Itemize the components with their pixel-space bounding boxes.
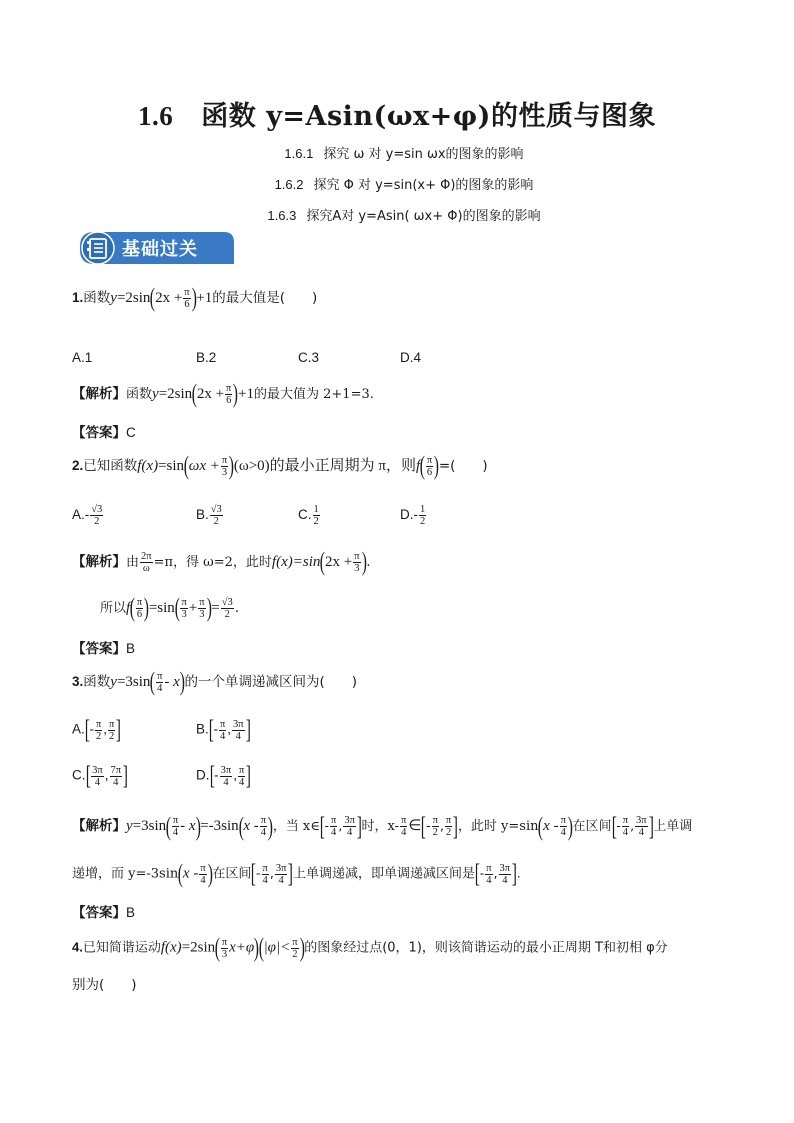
q2-analysis-line-2: 所以f( $\frac{\pi}{6}$ )=sin( $\frac{\pi}{3}$ + $\frac{\pi}{3}$ )= $\frac{√3}{2}$ .	[100, 593, 240, 622]
subtitle-3: 1.6.3 探究A对 y=Asin( ωx+ Φ)的图象的影响	[267, 208, 541, 224]
question-4-line-2: 别为( )	[72, 977, 137, 993]
q2-answer: 【答案】B	[72, 641, 136, 657]
page-title: 1.6 函数 y=Asin(ωx+φ)的性质与图象	[138, 101, 656, 132]
q1-option-c[interactable]: C.3	[298, 350, 320, 365]
subtitle-1: 1.6.1 探究 ω 对 y=sin ωx的图象的影响	[284, 146, 524, 162]
q1-option-a[interactable]: A.1	[72, 350, 93, 365]
q3-analysis-line-2: 递增，而 y=-3sin(x - $\frac{\pi}{4}$ )在区间[- $\frac{\pi}{4}$ , $\frac{3\pi}{4}$ ]上单调递减，即单调递减区间是[- $\frac{\pi}{4}$ , $\frac{3\pi}{4}$ ].	[72, 859, 521, 888]
q3-option-b[interactable]: B.[- $\frac{\pi}{4}$ , $\frac{3\pi}{4}$ ]	[196, 715, 251, 744]
q1-option-d[interactable]: D.4	[400, 350, 422, 365]
q3-answer: 【答案】B	[72, 905, 136, 921]
section-banner: 基础过关	[76, 228, 236, 266]
q2-option-c[interactable]: C. $\frac{1}{2}$	[298, 504, 319, 527]
q2-option-a[interactable]: A.- $\frac{√3}{2}$	[72, 504, 103, 527]
q1-option-b[interactable]: B.2	[196, 350, 217, 365]
question-3: 3.函数y=3sin( $\frac{\pi}{4}$ - x)的一个单调递减区间为( )	[72, 667, 358, 696]
subtitle-2: 1.6.2 探究 Φ 对 y=sin(x+ Φ)的图象的影响	[274, 177, 534, 193]
question-1: 1.函数y=2sin(2x + $\frac{\pi}{6}$ )+1的最大值是( )	[72, 283, 318, 312]
q3-option-c[interactable]: C.[ $\frac{3\pi}{4}$ , $\frac{7\pi}{4}$ ]	[72, 761, 128, 790]
q1-answer: 【答案】C	[72, 425, 136, 441]
question-4: 4.已知简谐运动f(x)=2sin( $\frac{\pi}{3}$ x+φ)(|φ|< $\frac{\pi}{2}$ )的图象经过点(0，1)，则该简谐运动的最小正周期 T和初相 φ分	[72, 933, 668, 962]
q3-option-d[interactable]: D.[- $\frac{3\pi}{4}$ , $\frac{\pi}{4}$ ]	[196, 761, 252, 790]
q1-analysis: 【解析】函数y=2sin(2x + $\frac{\pi}{6}$ )+1的最大值为 2+1=3.	[72, 379, 374, 408]
q2-option-d[interactable]: D.- $\frac{1}{2}$	[400, 504, 426, 527]
question-2: 2.已知函数f(x)=sin(ωx + $\frac{\pi}{3}$ )(ω>0)的最小正周期为 π，则f( $\frac{\pi}{6}$ )=( )	[72, 451, 488, 480]
q2-option-b[interactable]: B. $\frac{√3}{2}$	[196, 504, 222, 527]
q2-analysis-line-1: 【解析】由 $\frac{2\pi}{\omega}$ =π，得 ω=2，此时f(x)=sin(2x + $\frac{\pi}{3}$ ).	[72, 547, 371, 576]
q3-analysis-line-1: 【解析】y=3sin( $\frac{\pi}{4}$ - x)=-3sin(x - $\frac{\pi}{4}$ )，当 x∈[- $\frac{\pi}{4}$ , $\frac{3\pi}{4}$ ]时，x- $\frac{\pi}{4}$ ∈[- $\frac{\pi}{2}$ , $\frac{\pi}{2}$ ]，此时 y=sin(x - $\frac{\pi}{4}$ )在区间[- $\frac{\pi}{4}$ , $\frac{3\pi}{4}$ ]上单调	[72, 811, 693, 841]
q3-option-a[interactable]: A.[- $\frac{\pi}{2}$ , $\frac{\pi}{2}$ ]	[72, 715, 122, 744]
